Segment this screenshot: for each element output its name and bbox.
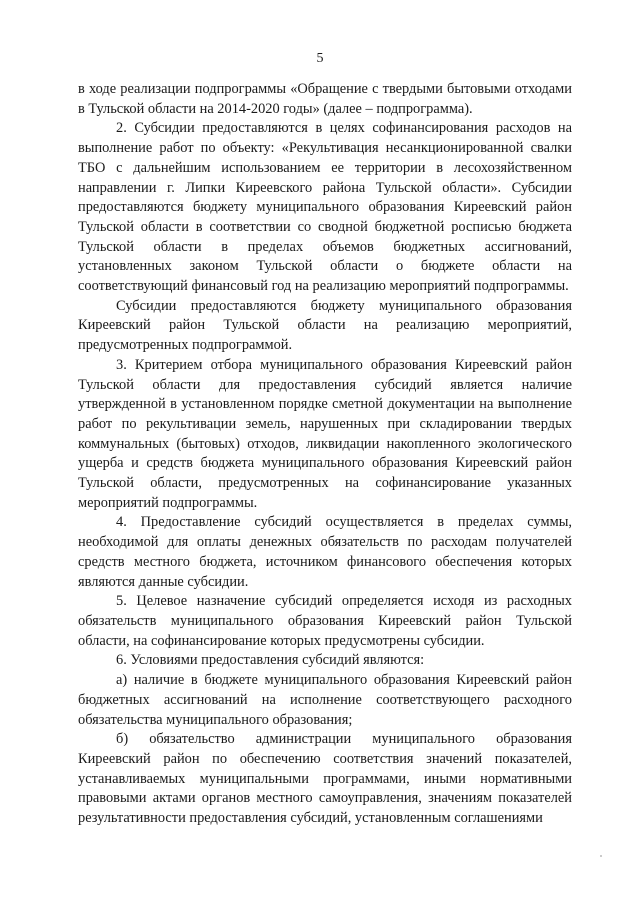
scan-speck bbox=[600, 855, 602, 857]
page-number: 5 bbox=[316, 51, 324, 66]
paragraph-5: 5. Целевое назначение субсидий определяется исходя из расходных обязательств муниципального образования Киреевский район Тульской области, на софинансирование которых предусмотрены субсидии. bbox=[78, 593, 572, 649]
paragraph-4: 4. Предоставление субсидий осуществляется в пределах суммы, необходимой для оплаты денежных обязательств по расходам получателей средств местного бюджета, источником финансового обеспечения которых являются данные субсидии. bbox=[78, 514, 572, 590]
paragraph-6: 6. Условиями предоставления субсидий являются: bbox=[116, 652, 425, 669]
paragraph-2-continued: Субсидии предоставляются бюджету муниципального образования Киреевский район Тульской области на реализацию мероприятий, предусмотренных подпрограммой. bbox=[78, 297, 572, 354]
document-body bbox=[78, 80, 572, 829]
paragraph-intro: в ходе реализации подпрограммы «Обращение с твердыми бытовыми отходами в Тульской области на 2014-2020 годы» (далее – подпрограмма). bbox=[78, 81, 572, 117]
paragraph-3: 3. Критерием отбора муниципального образования Киреевский район Тульской области для предоставления субсидий является наличие утвержденной в установленном порядке сметной документации на выполнение работ по рекультивации земель, нарушенных при складировании твердых коммунальных (бытовых) отходов, ликвидации накопленного экологического ущерба и средств бюджета муниципального образования Киреевский район Тульской области, предусмотренных на софинансирование указанных мероприятий подпрограммы. bbox=[78, 356, 572, 511]
paragraph-2: 2. Субсидии предоставляются в целях софинансирования расходов на выполнение работ по объекту: «Рекультивация несанкционированной свалки ТБО с дальнейшим использованием ее территории в лесохозяйственном направлении г. Липки Киреевского района Тульской области». Субсидии предоставляются бюджету муниципального образования Киреевский район Тульской области в соответствии со сводной бюджетной росписью бюджета Тульской области в пределах объемов бюджетных ассигнований, установленных законом Тульской области о бюджете области на соответствующий финансовый год на реализацию мероприятий подпрограммы. bbox=[78, 120, 572, 295]
paragraph-6a: а) наличие в бюджете муниципального образования Киреевский район бюджетных ассигнований на исполнение соответствующего расходного обязательства муниципального образования; bbox=[78, 672, 572, 728]
paragraph-6b: б) обязательство администрации муниципального образования Киреевский район по обеспечению соответствия значений показателей, устанавливаемых муниципальными программами, иными нормативными правовыми актами органов местного самоуправления, значениям показателей результативности предоставления субсидий, установленным соглашениями bbox=[78, 731, 572, 827]
